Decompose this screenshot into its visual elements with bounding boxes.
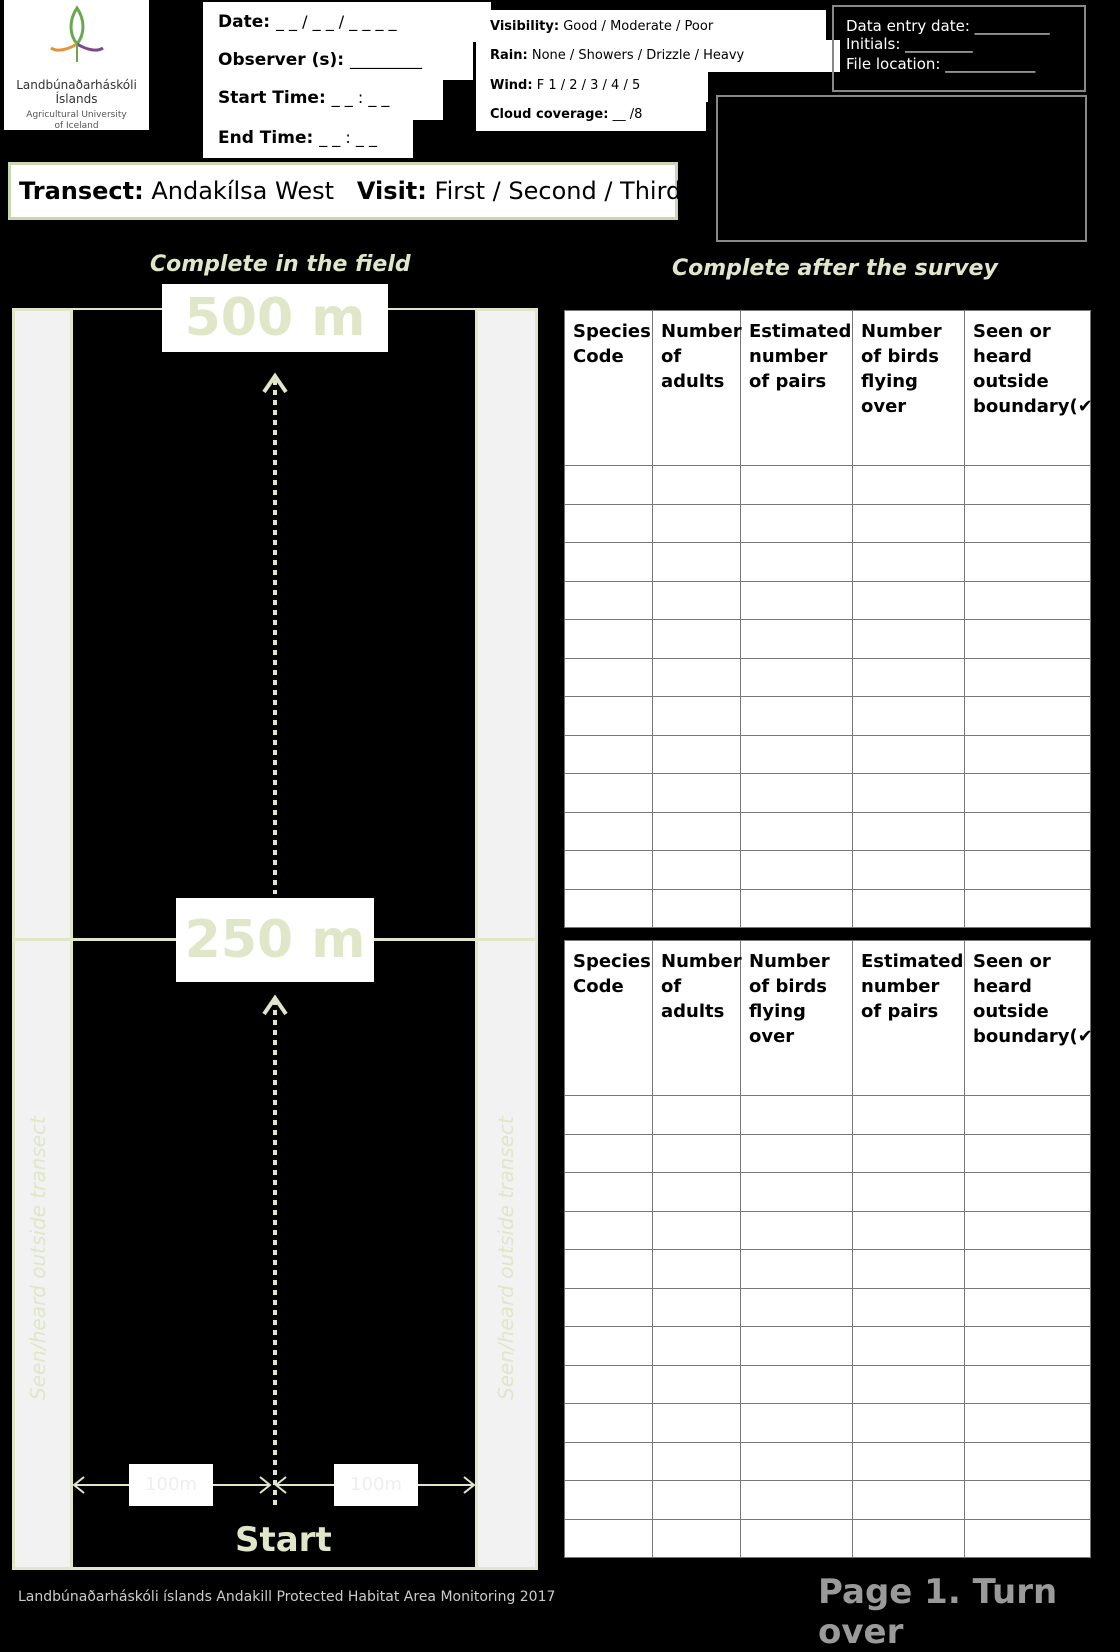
data-entry-date-field[interactable]: Data entry date: __________	[846, 17, 1050, 35]
table-row	[565, 812, 1091, 851]
table-cell[interactable]	[853, 735, 965, 774]
table-row	[565, 466, 1091, 505]
logo-subtitle: Agricultural University of Iceland	[26, 110, 127, 131]
table-cell[interactable]	[565, 466, 653, 505]
file-location-field[interactable]: File location: ____________	[846, 55, 1036, 73]
table-cell[interactable]	[853, 543, 965, 582]
table-cell[interactable]	[741, 466, 853, 505]
table-cell[interactable]	[653, 658, 741, 697]
table-cell[interactable]	[853, 1250, 965, 1289]
table-cell[interactable]	[965, 697, 1091, 736]
table-cell[interactable]	[741, 581, 853, 620]
table-cell[interactable]	[741, 1442, 853, 1481]
table-cell[interactable]	[965, 1442, 1091, 1481]
end-time-field[interactable]: End Time: _ _ : _ _	[203, 120, 413, 158]
table-cell[interactable]	[965, 774, 1091, 813]
table-cell[interactable]	[853, 1096, 965, 1135]
table-cell[interactable]	[565, 1211, 653, 1250]
table-cell[interactable]	[741, 1404, 853, 1443]
table-cell[interactable]	[853, 1442, 965, 1481]
table-cell[interactable]	[965, 620, 1091, 659]
table-cell[interactable]	[741, 543, 853, 582]
table-cell[interactable]	[965, 1288, 1091, 1327]
col-species-code: Species Code	[565, 941, 653, 1096]
table-cell[interactable]	[741, 620, 853, 659]
table-cell[interactable]	[741, 1481, 853, 1520]
table-cell[interactable]	[741, 504, 853, 543]
table-cell[interactable]	[653, 1327, 741, 1366]
table-row	[565, 1173, 1091, 1212]
table-cell[interactable]	[653, 466, 741, 505]
table-row	[565, 851, 1091, 890]
table-cell[interactable]	[853, 1365, 965, 1404]
table-cell[interactable]	[565, 812, 653, 851]
table-cell[interactable]	[965, 658, 1091, 697]
university-logo	[4, 0, 149, 130]
table-cell[interactable]	[653, 1288, 741, 1327]
table-row	[565, 1365, 1091, 1404]
col-estimated-pairs: Estimated number of pairs	[741, 311, 853, 466]
table-cell[interactable]	[653, 851, 741, 890]
table-row	[565, 658, 1091, 697]
table-cell[interactable]	[565, 697, 653, 736]
table-cell[interactable]	[565, 581, 653, 620]
table-cell[interactable]	[565, 1481, 653, 1520]
table-cell[interactable]	[965, 581, 1091, 620]
table-cell[interactable]	[853, 1327, 965, 1366]
table-row	[565, 504, 1091, 543]
table-row	[565, 1134, 1091, 1173]
table-cell[interactable]	[653, 1519, 741, 1558]
table-cell[interactable]	[653, 1173, 741, 1212]
table-cell[interactable]	[741, 812, 853, 851]
col-outside-boundary: Seen or heard outside boundary(✔)	[965, 941, 1091, 1096]
tally-table-second-half	[564, 940, 1102, 1558]
table-cell[interactable]	[853, 620, 965, 659]
table-cell[interactable]	[741, 1365, 853, 1404]
cloud-coverage-field[interactable]: Cloud coverage: __ /8	[476, 102, 706, 131]
left-side-label: Seen/heard outside transect	[26, 1116, 50, 1400]
table-row	[565, 774, 1091, 813]
col-estimated-pairs: Estimated number of pairs	[853, 941, 965, 1096]
logo-name: Landbúnaðarháskóli Íslands	[16, 78, 137, 106]
data-entry-box	[832, 5, 1086, 92]
table-cell[interactable]	[653, 1250, 741, 1289]
table-cell[interactable]	[853, 504, 965, 543]
table-cell[interactable]	[965, 1211, 1091, 1250]
table-cell[interactable]	[741, 1211, 853, 1250]
table-row	[565, 697, 1091, 736]
table-cell[interactable]	[853, 774, 965, 813]
table-cell[interactable]	[965, 1481, 1091, 1520]
footer-credit: Landbúnaðarháskóli íslands Andakill Protected Habitat Area Monitoring 2017	[18, 1589, 556, 1605]
table-cell[interactable]	[653, 774, 741, 813]
table-cell[interactable]	[653, 735, 741, 774]
left-width-label: 100m	[129, 1464, 213, 1506]
table-cell[interactable]	[565, 1327, 653, 1366]
table-cell[interactable]	[741, 851, 853, 890]
right-width-label: 100m	[334, 1464, 418, 1506]
table-cell[interactable]	[741, 735, 853, 774]
col-outside-boundary: Seen or heard outside boundary(✔)	[965, 311, 1091, 466]
table-row	[565, 1288, 1091, 1327]
table-cell[interactable]	[965, 1250, 1091, 1289]
table-cell[interactable]	[741, 697, 853, 736]
table-cell[interactable]	[565, 851, 653, 890]
table-cell[interactable]	[741, 774, 853, 813]
transect-direction-arrows	[250, 370, 300, 1520]
table-row	[565, 1519, 1091, 1558]
table-cell[interactable]	[853, 1481, 965, 1520]
col-number-adults: Number of adults	[653, 941, 741, 1096]
leaf-logo-icon	[47, 4, 107, 66]
page-number: Page 1. Turn over	[818, 1572, 1058, 1652]
col-species-code: Species Code	[565, 311, 653, 466]
table-cell[interactable]	[741, 1096, 853, 1135]
table-cell[interactable]	[565, 1096, 653, 1135]
table-cell[interactable]	[965, 1327, 1091, 1366]
table-cell[interactable]	[965, 1519, 1091, 1558]
table-cell[interactable]	[965, 735, 1091, 774]
field-section-title: Complete in the field	[150, 252, 411, 277]
table-cell[interactable]	[965, 1365, 1091, 1404]
table-cell[interactable]	[653, 1481, 741, 1520]
table-cell[interactable]	[853, 1211, 965, 1250]
col-number-adults: Number of adults	[653, 311, 741, 466]
table-cell[interactable]	[565, 889, 653, 928]
table-cell[interactable]	[565, 1404, 653, 1443]
table-cell[interactable]	[853, 1134, 965, 1173]
table-cell[interactable]	[853, 1173, 965, 1212]
table-cell[interactable]	[853, 697, 965, 736]
table-cell[interactable]	[741, 1327, 853, 1366]
table-cell[interactable]	[853, 889, 965, 928]
table-row	[565, 1211, 1091, 1250]
tally-table-first-half	[564, 310, 1102, 928]
table-cell[interactable]	[653, 581, 741, 620]
table-row	[565, 581, 1091, 620]
date-field[interactable]: Date: _ _ / _ _ / _ _ _ _	[203, 2, 491, 42]
table-cell[interactable]	[653, 1365, 741, 1404]
distance-500-label: 500 m	[162, 284, 388, 352]
visibility-field[interactable]: Visibility: Good / Moderate / Poor	[476, 10, 826, 40]
table-cell[interactable]	[565, 504, 653, 543]
table-row	[565, 1442, 1091, 1481]
table-cell[interactable]	[565, 1442, 653, 1481]
table-row	[565, 543, 1091, 582]
table-cell[interactable]	[741, 658, 853, 697]
table-cell[interactable]	[653, 620, 741, 659]
table-cell[interactable]	[965, 1134, 1091, 1173]
table-cell[interactable]	[653, 889, 741, 928]
table-cell[interactable]	[853, 581, 965, 620]
table-cell[interactable]	[741, 1288, 853, 1327]
table-cell[interactable]	[565, 1365, 653, 1404]
table-cell[interactable]	[741, 1173, 853, 1212]
transect-bar: Transect: Andakílsa West Visit: First / Second / Third	[8, 162, 678, 220]
right-side-label: Seen/heard outside transect	[494, 1116, 518, 1400]
table-row	[565, 735, 1091, 774]
table-cell[interactable]	[565, 774, 653, 813]
table-cell[interactable]	[853, 658, 965, 697]
table-cell[interactable]	[965, 1404, 1091, 1443]
table-cell[interactable]	[965, 1173, 1091, 1212]
table-cell[interactable]	[565, 1250, 653, 1289]
table-cell[interactable]	[565, 620, 653, 659]
table-cell[interactable]	[741, 1519, 853, 1558]
table-cell[interactable]	[853, 812, 965, 851]
table-cell[interactable]	[741, 1250, 853, 1289]
table-cell[interactable]	[741, 1134, 853, 1173]
table-cell[interactable]	[653, 812, 741, 851]
table-cell[interactable]	[965, 543, 1091, 582]
notes-box[interactable]	[716, 95, 1087, 242]
table-cell[interactable]	[565, 543, 653, 582]
table-row	[565, 1250, 1091, 1289]
start-time-field[interactable]: Start Time: _ _ : _ _	[203, 80, 443, 120]
table-cell[interactable]	[853, 851, 965, 890]
table-cell[interactable]	[853, 1404, 965, 1443]
table-cell[interactable]	[653, 1096, 741, 1135]
table-cell[interactable]	[965, 1096, 1091, 1135]
table-cell[interactable]	[853, 1519, 965, 1558]
table-cell[interactable]	[653, 1442, 741, 1481]
after-survey-section-title: Complete after the survey	[672, 256, 998, 281]
table-cell[interactable]	[653, 697, 741, 736]
table-row	[565, 620, 1091, 659]
table-cell[interactable]	[965, 812, 1091, 851]
table-cell[interactable]	[565, 1134, 653, 1173]
table-cell[interactable]	[741, 889, 853, 928]
table-cell[interactable]	[965, 851, 1091, 890]
table-row	[565, 1481, 1091, 1520]
col-flying-over: Number of birds flying over	[853, 311, 965, 466]
table-cell[interactable]	[965, 466, 1091, 505]
table-row	[565, 1327, 1091, 1366]
table-cell[interactable]	[853, 466, 965, 505]
start-label: Start	[235, 1520, 332, 1560]
table-cell[interactable]	[565, 1519, 653, 1558]
table-cell[interactable]	[565, 1173, 653, 1212]
table-cell[interactable]	[653, 1211, 741, 1250]
distance-250-label: 250 m	[176, 898, 374, 982]
wind-field[interactable]: Wind: F 1 / 2 / 3 / 4 / 5	[476, 72, 708, 102]
table-cell[interactable]	[653, 543, 741, 582]
table-cell[interactable]	[965, 504, 1091, 543]
table-row	[565, 1096, 1091, 1135]
table-cell[interactable]	[653, 504, 741, 543]
table-cell[interactable]	[565, 1288, 653, 1327]
initials-field[interactable]: Initials: _________	[846, 35, 973, 53]
table-cell[interactable]	[965, 889, 1091, 928]
table-cell[interactable]	[565, 658, 653, 697]
table-row	[565, 889, 1091, 928]
col-flying-over: Number of birds flying over	[741, 941, 853, 1096]
observer-field[interactable]: Observer (s): _________	[203, 42, 473, 80]
rain-field[interactable]: Rain: None / Showers / Drizzle / Heavy	[476, 40, 840, 72]
table-row	[565, 1404, 1091, 1443]
table-cell[interactable]	[653, 1404, 741, 1443]
table-cell[interactable]	[853, 1288, 965, 1327]
table-cell[interactable]	[565, 735, 653, 774]
table-cell[interactable]	[653, 1134, 741, 1173]
